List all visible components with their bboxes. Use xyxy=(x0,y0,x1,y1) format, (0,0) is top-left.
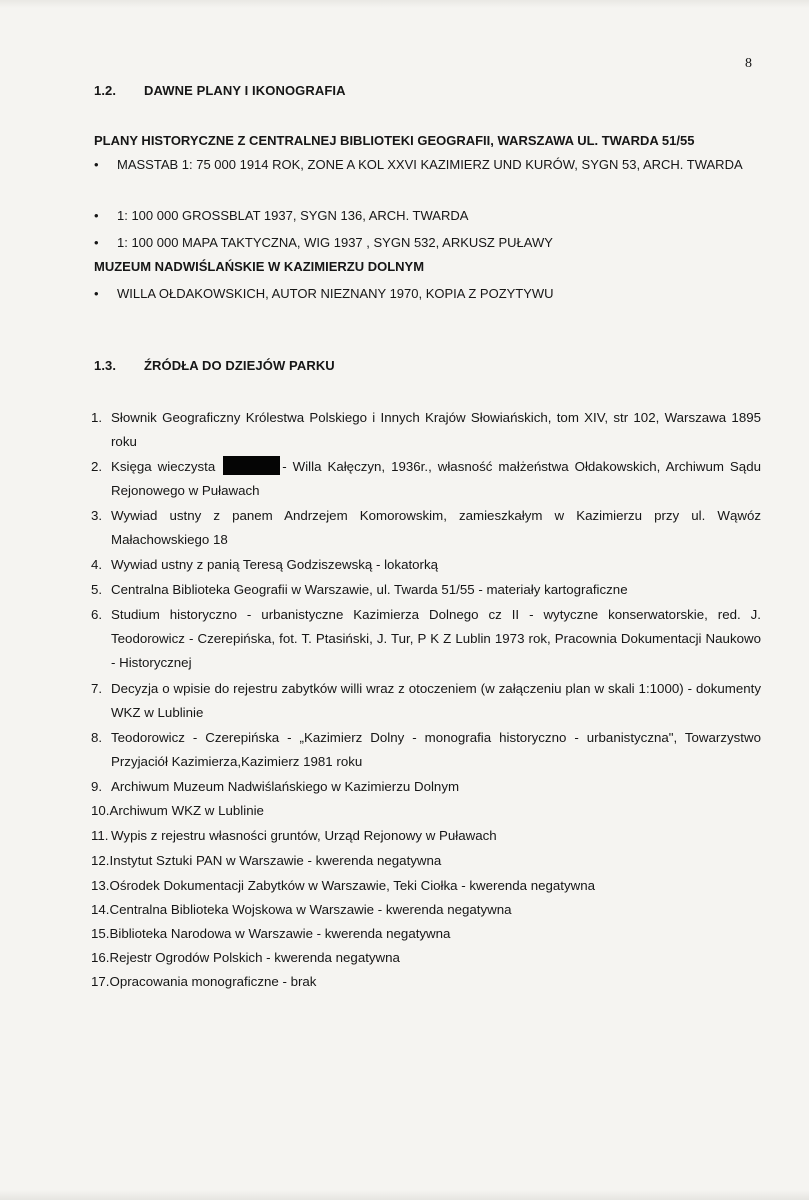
source-text: Centralna Biblioteka Wojskowa w Warszawie - kwerenda negatywna xyxy=(109,902,512,917)
source-text: Centralna Biblioteka Geografii w Warszawie, ul. Twarda 51/55 - materiały kartograficzne xyxy=(111,582,628,597)
source-item xyxy=(91,578,761,602)
section-title: ŹRÓDŁA DO DZIEJÓW PARKU xyxy=(144,358,335,373)
source-item xyxy=(91,603,761,675)
redaction-block xyxy=(223,456,280,475)
list-item-text: WILLA OŁDAKOWSKICH, AUTOR NIEZNANY 1970, KOPIA Z POZYTYWU xyxy=(117,286,554,301)
section-1-2-heading xyxy=(94,83,346,98)
source-text: Biblioteka Narodowa w Warszawie - kwerenda negatywna xyxy=(109,926,451,941)
source-item xyxy=(91,726,761,774)
group-heading-museum: MUZEUM NADWIŚLAŃSKIE W KAZIMIERZU DOLNYM xyxy=(94,259,425,274)
source-number: 5. xyxy=(91,582,103,597)
section-number: 1.2. xyxy=(94,83,117,98)
list-item xyxy=(94,154,744,176)
bullet-icon: • xyxy=(94,157,99,172)
section-title: DAWNE PLANY I IKONOGRAFIA xyxy=(144,83,346,98)
source-item xyxy=(91,455,761,503)
source-number: 15. xyxy=(91,926,110,941)
source-text-after: - Willa Kałęczyn, 1936r., własność małżeństwa Ołdakowskich, Archiwum Sądu Rejonowego w Puławach xyxy=(111,459,761,498)
source-text: Decyzja o wpisie do rejestru zabytków willi wraz z otoczeniem (w załączeniu plan w skali 1:1000) - dokumenty WKZ w Lublinie xyxy=(111,681,761,720)
list-item xyxy=(94,283,744,305)
source-number: 6. xyxy=(91,607,103,622)
source-number: 2. xyxy=(91,459,103,474)
source-item xyxy=(91,553,761,577)
source-number: 16. xyxy=(91,950,110,965)
source-number: 3. xyxy=(91,508,103,523)
source-number: 17. xyxy=(91,974,110,989)
source-number: 13. xyxy=(91,878,110,893)
source-text: Instytut Sztuki PAN w Warszawie - kwerenda negatywna xyxy=(109,853,442,868)
source-number: 10. xyxy=(91,803,110,818)
source-number: 12. xyxy=(91,853,110,868)
source-item xyxy=(91,799,761,823)
bullet-icon: • xyxy=(94,235,99,250)
source-number: 1. xyxy=(91,410,103,425)
page-number: 8 xyxy=(745,56,752,71)
source-text: Archiwum WKZ w Lublinie xyxy=(109,803,264,818)
bullet-icon: • xyxy=(94,208,99,223)
source-text: Wywiad ustny z panem Andrzejem Komorowskim, zamieszkałym w Kazimierzu przy ul. Wąwóz Małachowskiego 18 xyxy=(111,508,761,547)
source-item xyxy=(91,922,761,946)
source-text-before: Księga wieczysta xyxy=(111,459,216,474)
source-number: 4. xyxy=(91,557,103,572)
source-item xyxy=(91,946,761,970)
bullet-icon: • xyxy=(94,286,99,301)
source-item xyxy=(91,898,761,922)
source-text: Wypis z rejestru własności gruntów, Urząd Rejonowy w Puławach xyxy=(111,828,497,843)
list-item-text: 1: 100 000 GROSSBLAT 1937, SYGN 136, ARCH. TWARDA xyxy=(117,208,469,223)
source-text: Teodorowicz - Czerepińska - „Kazimierz Dolny - monografia historyczno - urbanistyczna", Towarzystwo Przyjaciół Kazimierza,Kazimierz 1981 roku xyxy=(111,730,761,769)
source-item xyxy=(91,849,761,873)
group-heading-historical-plans: PLANY HISTORYCZNE Z CENTRALNEJ BIBLIOTEKI GEOGRAFII, WARSZAWA UL. TWARDA 51/55 xyxy=(94,133,695,148)
source-number: 11. xyxy=(91,828,109,843)
source-number: 7. xyxy=(91,681,103,696)
section-1-3-heading xyxy=(94,358,335,373)
source-item xyxy=(91,406,761,454)
source-text: Ośrodek Dokumentacji Zabytków w Warszawie, Teki Ciołka - kwerenda negatywna xyxy=(109,878,596,893)
source-text: Wywiad ustny z panią Teresą Godziszewską - lokatorką xyxy=(111,557,439,572)
source-number: 9. xyxy=(91,779,103,794)
source-text: Studium historyczno - urbanistyczne Kazimierza Dolnego cz II - wytyczne konserwatorskie, red. J. Teodorowicz - Czerepińska, fot. T. Ptasiński, J. Tur, P K Z Lublin 1973 rok, Pracownia Dokumentacji Naukowo - Historycznej xyxy=(111,607,761,670)
source-text xyxy=(91,455,761,503)
source-item xyxy=(91,775,761,799)
list-item xyxy=(94,232,744,254)
list-item xyxy=(94,205,744,227)
section-number: 1.3. xyxy=(94,358,117,373)
list-item-text: 1: 100 000 MAPA TAKTYCZNA, WIG 1937 , SYGN 532, ARKUSZ PUŁAWY xyxy=(117,235,553,250)
list-item-text: MASSTAB 1: 75 000 1914 ROK, ZONE A KOL XXVI KAZIMIERZ UND KURÓW, SYGN 53, ARCH. TWARDA xyxy=(117,157,743,172)
source-item xyxy=(91,874,761,898)
source-number: 14. xyxy=(91,902,110,917)
source-text: Opracowania monograficzne - brak xyxy=(109,974,317,989)
source-item xyxy=(91,677,761,725)
source-text: Archiwum Muzeum Nadwiślańskiego w Kazimierzu Dolnym xyxy=(111,779,460,794)
source-item xyxy=(91,504,761,552)
source-item xyxy=(91,970,761,994)
source-item xyxy=(91,824,761,848)
source-text: Rejestr Ogrodów Polskich - kwerenda negatywna xyxy=(109,950,400,965)
source-text: Słownik Geograficzny Królestwa Polskiego i Innych Krajów Słowiańskich, tom XIV, str 102, Warszawa 1895 roku xyxy=(111,410,761,449)
source-number: 8. xyxy=(91,730,103,745)
